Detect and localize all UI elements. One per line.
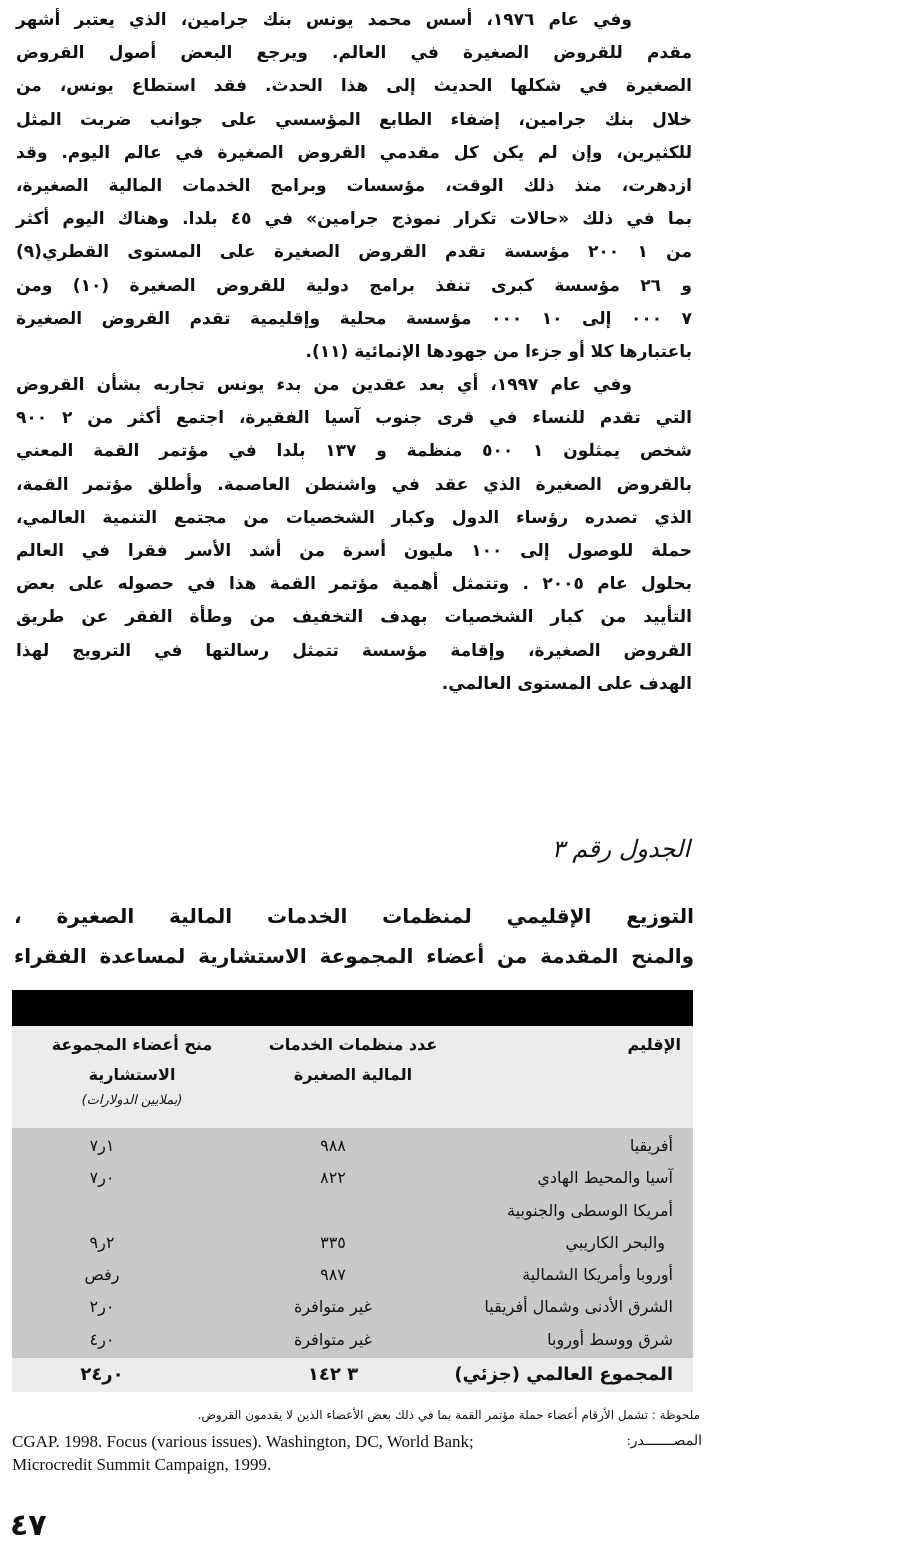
text-line: مقدم للقروض الصغيرة في العالم. ويرجع البعض أصول القروض <box>16 43 692 64</box>
cell-count: ٨٢٢ <box>320 1168 346 1188</box>
table-row <box>12 1259 693 1291</box>
header-region: الإقليم <box>627 1035 681 1054</box>
header-grants-line: منح أعضاء المجموعة <box>51 1035 213 1054</box>
header-count <box>263 1030 443 1090</box>
cell-grant: ٩ر٢ <box>89 1232 115 1252</box>
cell-count: غير متوافرة <box>293 1329 373 1349</box>
text-line: بالقروض الصغيرة الذي عقد في واشنطن العاصمة. وأطلق مؤتمر القمة، <box>16 474 692 495</box>
cell-region: والبحر الكاريبي <box>565 1232 665 1252</box>
text-line: للكثيرين، وإن لم يكن كل مقدمي القروض الصغيرة في عالم اليوم. وقد <box>16 142 692 163</box>
header-grants <box>42 1030 222 1112</box>
text-line: بما في ذلك «حالات تكرار نموذج جرامين» في ٤٥ بلدا. وهناك اليوم أكثر <box>16 209 692 230</box>
table-row <box>12 1324 693 1356</box>
cell-region: الشرق الأدنى وشمال أفريقيا <box>484 1297 673 1317</box>
cell-grant: ٧ر١ <box>89 1136 115 1155</box>
table-row <box>12 1195 693 1227</box>
header-count-line: عدد منظمات الخدمات <box>268 1035 438 1054</box>
table-title-line: والمنح المقدمة من أعضاء المجموعة الاستشارية لمساعدة الفقراء <box>14 944 694 968</box>
cell-grant: ٤ر٠ <box>89 1329 115 1349</box>
table-row <box>12 1162 693 1194</box>
text-line: التي تقدم للنساء في قرى جنوب آسيا الفقيرة، اجتمع أكثر من ٢ ٩٠٠ <box>16 408 692 429</box>
total-grant: ٢٤ر٠ <box>80 1364 124 1386</box>
text-line: خلال بنك جرامين، إضفاء الطابع المؤسسي على جوانب ضربت المثل <box>16 109 692 130</box>
table-total-row <box>12 1358 693 1392</box>
cell-grant: صفر <box>84 1265 120 1285</box>
total-region: المجموع العالمي (جزئي) <box>454 1364 673 1386</box>
cell-count: غير متوافرة <box>293 1297 373 1317</box>
header-count-line: المالية الصغيرة <box>293 1065 413 1084</box>
text-line: الصغيرة في شكلها الحديث إلى هذا الحدث. فقد استطاع يونس، من <box>16 76 692 97</box>
table-body <box>12 1128 693 1358</box>
cell-count: ٣٣٥ <box>320 1232 346 1252</box>
text-line: باعتبارها كلا أو جزءا من جهودها الإنمائية (١١). <box>305 341 692 362</box>
cell-region: أوروبا وأمريكا الشمالية <box>522 1265 673 1285</box>
text-line: و ٢٦ مؤسسة كبرى تنفذ برامج دولية للقروض الصغيرة (١٠) ومن <box>16 275 692 296</box>
cell-region: آسيا والمحيط الهادي <box>537 1168 673 1188</box>
cell-grant: ٧ر٠ <box>89 1168 115 1188</box>
cell-count: ٩٨٧ <box>320 1265 346 1285</box>
text-line: شخص يمثلون ١ ٥٠٠ منظمة و ١٣٧ بلدا في مؤتمر القمة المعني <box>16 441 692 462</box>
table-note: ملحوظة : تشمل الأرقام أعضاء حملة مؤتمر القمة بما في ذلك بعض الأعضاء الذين لا يقدمون القروض. <box>197 1408 700 1422</box>
paragraph-2 <box>16 369 692 701</box>
table-row <box>12 1130 693 1162</box>
table-row <box>12 1227 693 1259</box>
text-line: بحلول عام ٢٠٠٥ . وتتمثل أهمية مؤتمر القمة هذا في حصوله على بعض <box>16 574 692 595</box>
source-line: CGAP. 1998. Focus (various issues). Washington, DC, World Bank; <box>12 1432 474 1451</box>
table-source <box>12 1430 702 1476</box>
text-line: من ١ ٢٠٠ مؤسسة تقدم القروض الصغيرة على المستوى القطري(٩) <box>16 242 693 263</box>
text-line: وفي عام ١٩٧٦، أسس محمد يونس بنك جرامين، الذي يعتبر أشهر <box>16 10 632 30</box>
cell-count: ٩٨٨ <box>320 1136 346 1155</box>
source-label: المصـــــــدر: <box>626 1434 702 1449</box>
table-row <box>12 1291 693 1323</box>
source-line: Microcredit Summit Campaign, 1999. <box>12 1455 272 1474</box>
total-count: ٣ ١٤٢ <box>307 1364 359 1386</box>
header-grants-line: الاستشارية <box>88 1065 176 1084</box>
table-header-bar <box>12 990 693 1026</box>
text-line: التأييد من كبار الشخصيات بهدف التخفيف من وطأة الفقر عن طريق <box>16 607 692 628</box>
page-number: ٤٧ <box>10 1508 47 1543</box>
text-line: ازدهرت، منذ ذلك الوقت، مؤسسات وبرامج الخدمات المالية الصغيرة، <box>16 175 692 196</box>
body-text <box>16 4 692 701</box>
text-line: وفي عام ١٩٩٧، أي بعد عقدين من بدء يونس تجاربه بشأن القروض <box>16 375 632 396</box>
cell-region: شرق ووسط أوروبا <box>547 1329 673 1349</box>
table-number: الجدول رقم ٣ <box>551 835 690 863</box>
cell-region: أمريكا الوسطى والجنوبية <box>507 1200 673 1220</box>
cell-region: أفريقيا <box>629 1136 673 1155</box>
header-grants-unit: (بملايين الدولارات) <box>81 1093 183 1108</box>
paragraph-1 <box>16 4 692 369</box>
data-table <box>12 990 693 1392</box>
text-line: القروض الصغيرة، وإقامة مؤسسة تتمثل رسالتها في الترويج لهذا <box>16 640 692 661</box>
text-line: حملة للوصول إلى ١٠٠ مليون أسرة من أشد الأسر فقرا في العالم <box>16 541 692 561</box>
text-line: ٧ ٠٠٠ إلى ١٠ ٠٠٠ مؤسسة محلية وإقليمية تقدم القروض الصغيرة <box>16 308 693 329</box>
text-line: الهدف على المستوى العالمي. <box>441 673 692 694</box>
table-title-line: التوزيع الإقليمي لمنظمات الخدمات المالية الصغيرة ، <box>14 904 694 928</box>
table-header <box>12 1026 693 1128</box>
text-line: الذي تصدره رؤساء الدول وكبار الشخصيات من مجتمع التنمية العالمي، <box>16 507 692 528</box>
cell-grant: ٢ر٠ <box>89 1297 115 1317</box>
